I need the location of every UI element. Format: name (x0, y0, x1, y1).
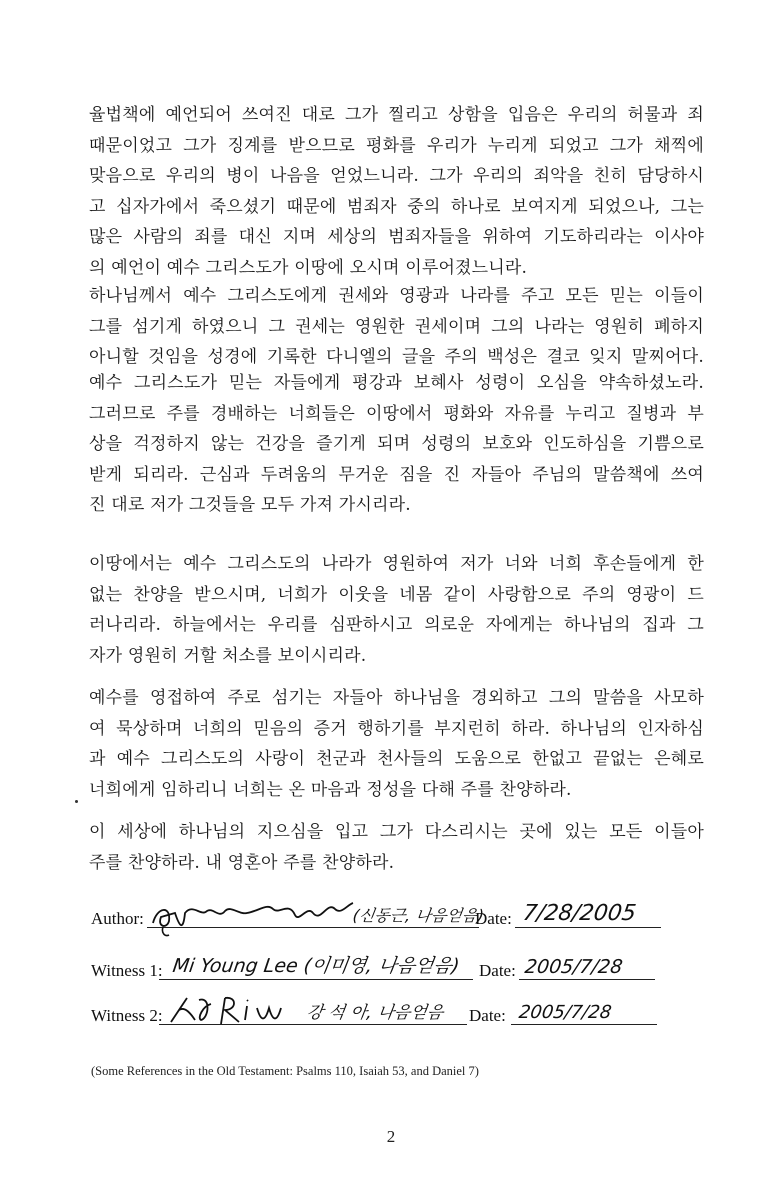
author-name: (신동근, 나음얻음) (351, 906, 486, 925)
witness2-date-line (511, 1024, 657, 1025)
author-signature-scribble (149, 893, 359, 937)
author-label: Author: (91, 909, 144, 928)
witness2-date-label: Date: (469, 1006, 506, 1025)
text-line: 의 예언이 예수 그리스도가 이땅에 오시며 이루어졌느니라. (89, 257, 528, 278)
witness1-name: Mi Young Lee (이미영, 나음얻음) (171, 955, 461, 977)
text-line: 때문이었고 그가 징계를 받으므로 평화를 우리가 누리게 되었고 그가 채찍에 (89, 135, 704, 156)
witness1-label: Witness 1: (91, 961, 163, 980)
text-line: 많은 사람의 죄를 대신 지며 세상의 범죄자들을 위하여 기도하리라는 이사야 (89, 227, 704, 247)
paragraph-3 (89, 368, 704, 521)
paragraph-4 (89, 549, 704, 671)
text-line: 맞음으로 우리의 병이 나음을 얻었느니라. 그가 우리의 죄악을 친히 담당하시 (89, 166, 704, 186)
text-line: 그를 섬기게 하였으니 그 권세는 영원한 권세이며 그의 나라는 영원히 폐하지 (89, 316, 704, 337)
text-line: 과 예수 그리스도의 사랑이 천군과 천사들의 도움으로 한없고 끝없는 은혜로 (89, 749, 704, 769)
text-line: 여 묵상하며 너희의 믿음의 증거 행하기를 부지런히 하라. 하나님의 인자하심 (89, 718, 704, 739)
references-note: (Some References in the Old Testament: Psalms 110, Isaiah 53, and Daniel 7) (91, 1064, 479, 1078)
text-line: 율법책에 예언되어 쓰여진 대로 그가 찔리고 상함을 입음은 우리의 허물과 죄 (89, 105, 704, 125)
text-line: 그러므로 주를 경배하는 너희들은 이땅에서 평화와 자유를 누리고 질병과 부 (89, 403, 704, 424)
author-date-line (515, 927, 661, 928)
text-line: 자가 영원히 거할 처소를 보이시리라. (89, 645, 367, 666)
witness2-date: 2005/7/28 (517, 1002, 613, 1023)
author-date-label: Date: (475, 909, 512, 928)
text-line: 아니할 것임을 성경에 기록한 다니엘의 글을 주의 백성은 결코 잊지 말찌어다. (89, 347, 704, 367)
paragraph-6 (89, 817, 704, 878)
text-line: 너희에게 임하리니 너희는 온 마음과 정성을 다해 주를 찬양하라. (89, 779, 572, 800)
paragraph-1 (89, 100, 704, 283)
text-line: 예수를 영접하여 주로 섬기는 자들아 하나님을 경외하고 그의 말씀을 사모하 (89, 688, 704, 708)
text-line: 하나님께서 예수 그리스도에게 권세와 영광과 나라를 주고 모든 믿는 이들이 (89, 286, 704, 306)
witness2-name: 강 석 아, 나음얻음 (305, 1003, 445, 1023)
text-line: 진 대로 저가 그것들을 모두 가져 가시리라. (89, 495, 411, 515)
witness1-signature-row (91, 945, 671, 985)
paragraph-5 (89, 683, 704, 805)
stray-dot (75, 800, 78, 803)
witness2-signature-scribble (165, 992, 315, 1028)
text-line: 러나리라. 하늘에서는 우리를 심판하시고 의로운 자에게는 하나님의 집과 그 (89, 615, 704, 635)
text-line: 주를 찬양하라. 내 영혼아 주를 찬양하라. (89, 852, 395, 873)
text-line: 이땅에서는 예수 그리스도의 나라가 영원하여 저가 너와 너희 후손들에게 한 (89, 554, 704, 574)
text-line: 상을 걱정하지 않는 건강을 즐기게 되며 성령의 보호와 인도하심을 기쁨으로 (89, 434, 704, 454)
page-number: 2 (386, 1127, 396, 1146)
text-line: 고 십자가에서 죽으셨기 때문에 범죄자 중의 하나로 보여지게 되었으나, 그는 (89, 196, 704, 217)
witness1-date: 2005/7/28 (523, 956, 624, 978)
author-signature-row (91, 893, 671, 933)
paragraph-2 (89, 281, 704, 373)
text-line: 예수 그리스도가 믿는 자들에게 평강과 보혜사 성령이 오심을 약속하셨노라. (89, 373, 704, 393)
text-line: 받게 되리라. 근심과 두려움의 무거운 짐을 진 자들아 주님의 말씀책에 쓰여 (89, 464, 704, 485)
text-line: 이 세상에 하나님의 지으심을 입고 그가 다스리시는 곳에 있는 모든 이들아 (89, 822, 704, 842)
witness1-date-line (519, 979, 655, 980)
witness2-label: Witness 2: (91, 1006, 163, 1025)
witness2-signature-row (91, 990, 671, 1030)
author-date: 7/28/2005 (521, 901, 638, 926)
witness1-signature-line (159, 979, 473, 980)
text-line: 없는 찬양을 받으시며, 너희가 이웃을 네몸 같이 사랑함으로 주의 영광이 드 (89, 584, 704, 605)
witness1-date-label: Date: (479, 961, 516, 980)
